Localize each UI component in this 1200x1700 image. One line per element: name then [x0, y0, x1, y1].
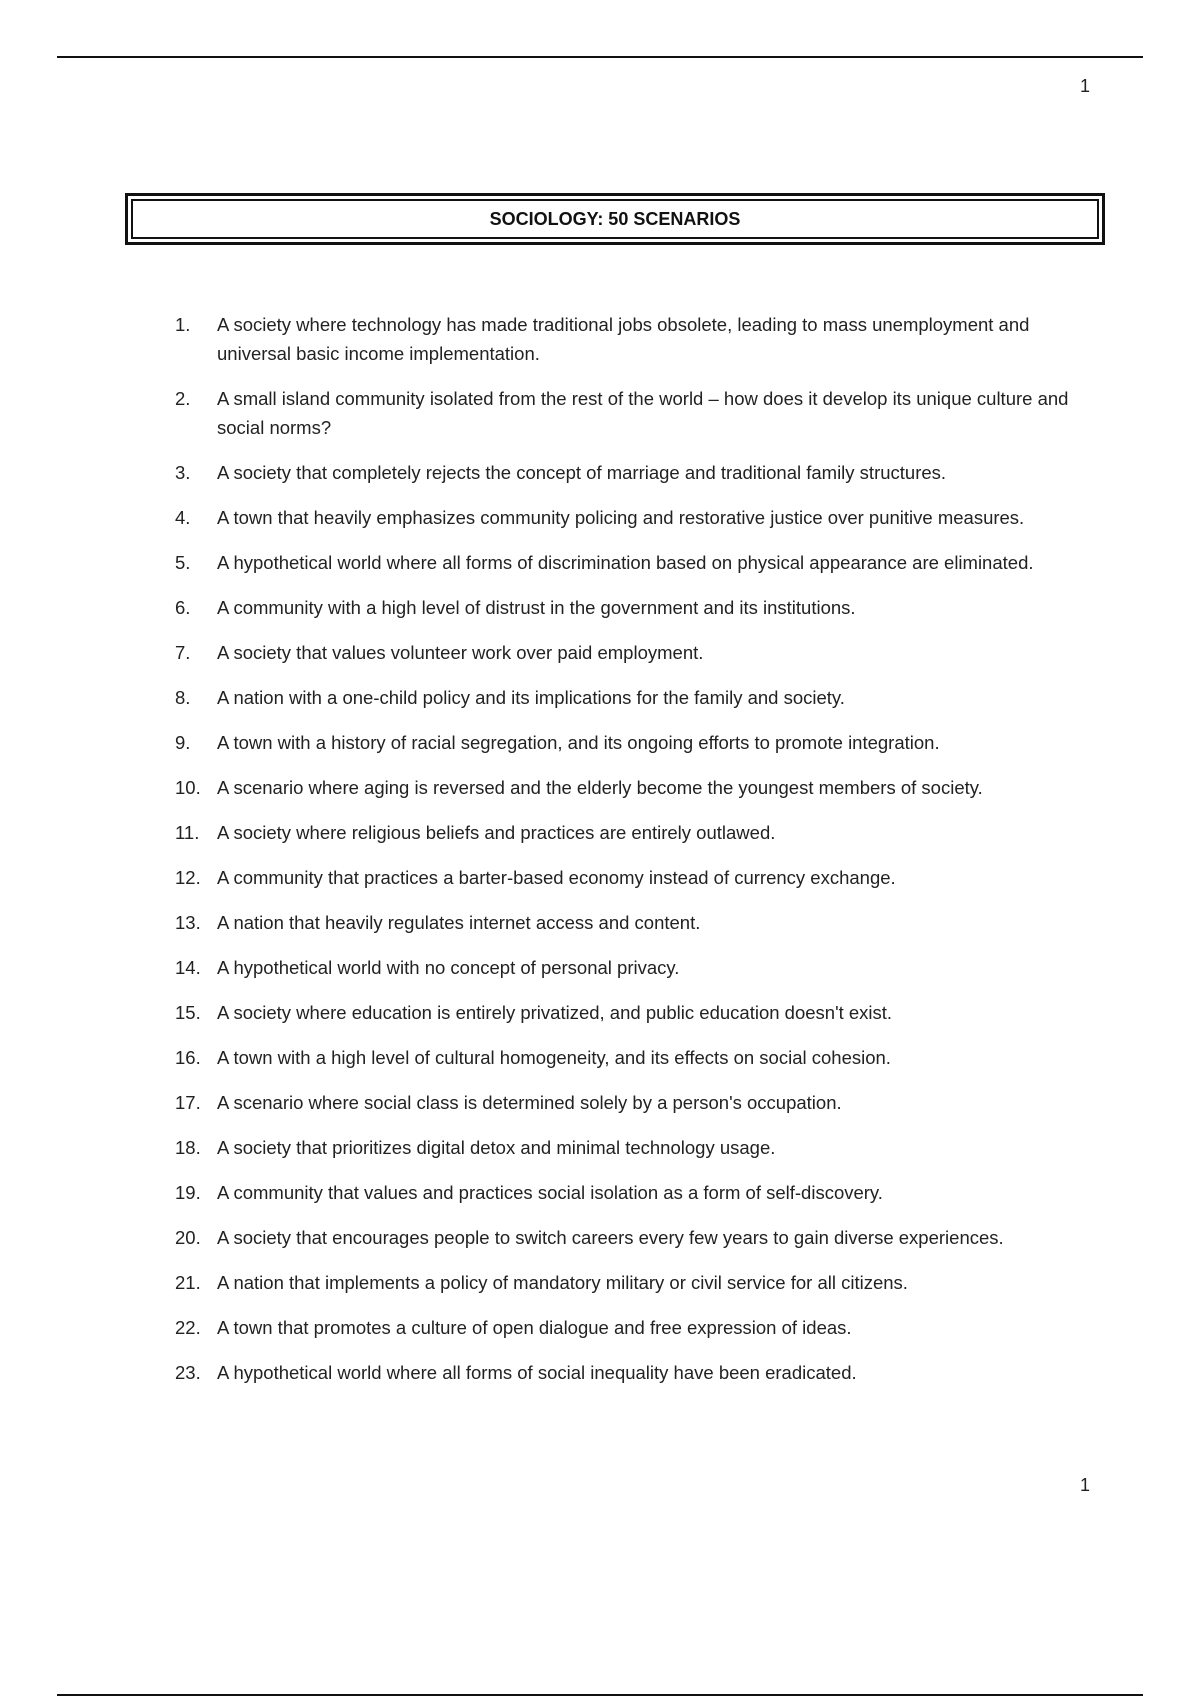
- scenario-item: [175, 548, 1095, 577]
- scenario-text: A town with a high level of cultural homogeneity, and its effects on social cohesion.: [217, 1047, 891, 1068]
- scenario-number: 17.: [175, 1092, 201, 1113]
- scenario-text: A scenario where aging is reversed and the elderly become the youngest members of society.: [217, 777, 983, 798]
- title-box: [125, 193, 1105, 245]
- scenario-text: A town that promotes a culture of open dialogue and free expression of ideas.: [217, 1317, 852, 1338]
- scenario-number: 7.: [175, 642, 191, 663]
- scenario-text: A hypothetical world where all forms of discrimination based on physical appearance are eliminated.: [217, 552, 1034, 573]
- scenario-text: A community that practices a barter-based economy instead of currency exchange.: [217, 867, 896, 888]
- scenario-number: 11.: [175, 822, 200, 843]
- scenario-number: 15.: [175, 1002, 201, 1023]
- scenario-number: 19.: [175, 1182, 201, 1203]
- scenario-number: 16.: [175, 1047, 201, 1068]
- scenario-item: [175, 1043, 1095, 1072]
- scenario-text: A scenario where social class is determined solely by a person's occupation.: [217, 1092, 842, 1113]
- scenario-text: A society where religious beliefs and practices are entirely outlawed.: [217, 822, 776, 843]
- footer-rule: [57, 1694, 1143, 1696]
- scenario-number: 22.: [175, 1317, 201, 1338]
- scenario-text: A nation that implements a policy of mandatory military or civil service for all citizens.: [217, 1272, 908, 1293]
- scenario-number: 8.: [175, 687, 191, 708]
- scenario-number: 5.: [175, 552, 191, 573]
- scenario-text: A small island community isolated from the rest of the world – how does it develop its unique culture and social norms?: [217, 388, 1069, 438]
- header-page-number: 1: [1079, 76, 1090, 96]
- scenario-item: [175, 1268, 1095, 1297]
- scenario-text: A society that encourages people to switch careers every few years to gain diverse experiences.: [217, 1227, 1004, 1248]
- scenario-item: [175, 593, 1095, 622]
- scenario-number: 1.: [175, 314, 191, 335]
- scenario-text: A town that heavily emphasizes community policing and restorative justice over punitive measures.: [217, 507, 1025, 528]
- scenario-item: [175, 773, 1095, 802]
- scenario-text: A society that completely rejects the concept of marriage and traditional family structures.: [217, 462, 947, 483]
- scenario-text: A community that values and practices social isolation as a form of self-discovery.: [217, 1182, 883, 1203]
- scenario-text: A hypothetical world where all forms of social inequality have been eradicated.: [217, 1362, 857, 1383]
- scenario-item: [175, 310, 1095, 368]
- scenario-text: A nation that heavily regulates internet access and content.: [217, 912, 701, 933]
- scenario-number: 18.: [175, 1137, 201, 1158]
- scenario-text: A society where technology has made traditional jobs obsolete, leading to mass unemployment and universal basic income implementation.: [217, 314, 1030, 364]
- scenario-item: [175, 1088, 1095, 1117]
- scenario-item: [175, 1178, 1095, 1207]
- scenario-item: [175, 458, 1095, 487]
- scenario-text: A town with a history of racial segregation, and its ongoing efforts to promote integration.: [217, 732, 940, 753]
- scenario-text: A hypothetical world with no concept of personal privacy.: [217, 957, 680, 978]
- scenario-item: [175, 1358, 1095, 1387]
- header-rule: [57, 56, 1143, 58]
- scenario-number: 14.: [175, 957, 201, 978]
- scenario-number: 2.: [175, 388, 191, 409]
- scenario-item: [175, 1223, 1095, 1252]
- scenario-number: 4.: [175, 507, 191, 528]
- scenario-list: [175, 310, 1095, 1403]
- scenario-item: [175, 908, 1095, 937]
- scenario-item: [175, 728, 1095, 757]
- scenario-item: [175, 998, 1095, 1027]
- footer-page-number: 1: [1079, 1475, 1090, 1495]
- scenario-text: A society that values volunteer work over paid employment.: [217, 642, 704, 663]
- scenario-number: 10.: [175, 777, 201, 798]
- scenario-item: [175, 638, 1095, 667]
- scenario-number: 21.: [175, 1272, 201, 1293]
- scenario-text: A society that prioritizes digital detox and minimal technology usage.: [217, 1137, 776, 1158]
- scenario-item: [175, 818, 1095, 847]
- scenario-item: [175, 503, 1095, 532]
- document-title: SOCIOLOGY: 50 SCENARIOS: [131, 199, 1099, 239]
- scenario-number: 12.: [175, 867, 201, 888]
- scenario-text: A community with a high level of distrust in the government and its institutions.: [217, 597, 856, 618]
- scenario-number: 6.: [175, 597, 191, 618]
- scenario-text: A society where education is entirely privatized, and public education doesn't exist.: [217, 1002, 893, 1023]
- scenario-item: [175, 384, 1095, 442]
- scenario-item: [175, 683, 1095, 712]
- scenario-text: A nation with a one-child policy and its implications for the family and society.: [217, 687, 845, 708]
- scenario-number: 20.: [175, 1227, 201, 1248]
- scenario-item: [175, 953, 1095, 982]
- scenario-number: 9.: [175, 732, 191, 753]
- scenario-item: [175, 1133, 1095, 1162]
- scenario-item: [175, 1313, 1095, 1342]
- scenario-number: 13.: [175, 912, 201, 933]
- scenario-number: 23.: [175, 1362, 201, 1383]
- scenario-item: [175, 863, 1095, 892]
- scenario-number: 3.: [175, 462, 191, 483]
